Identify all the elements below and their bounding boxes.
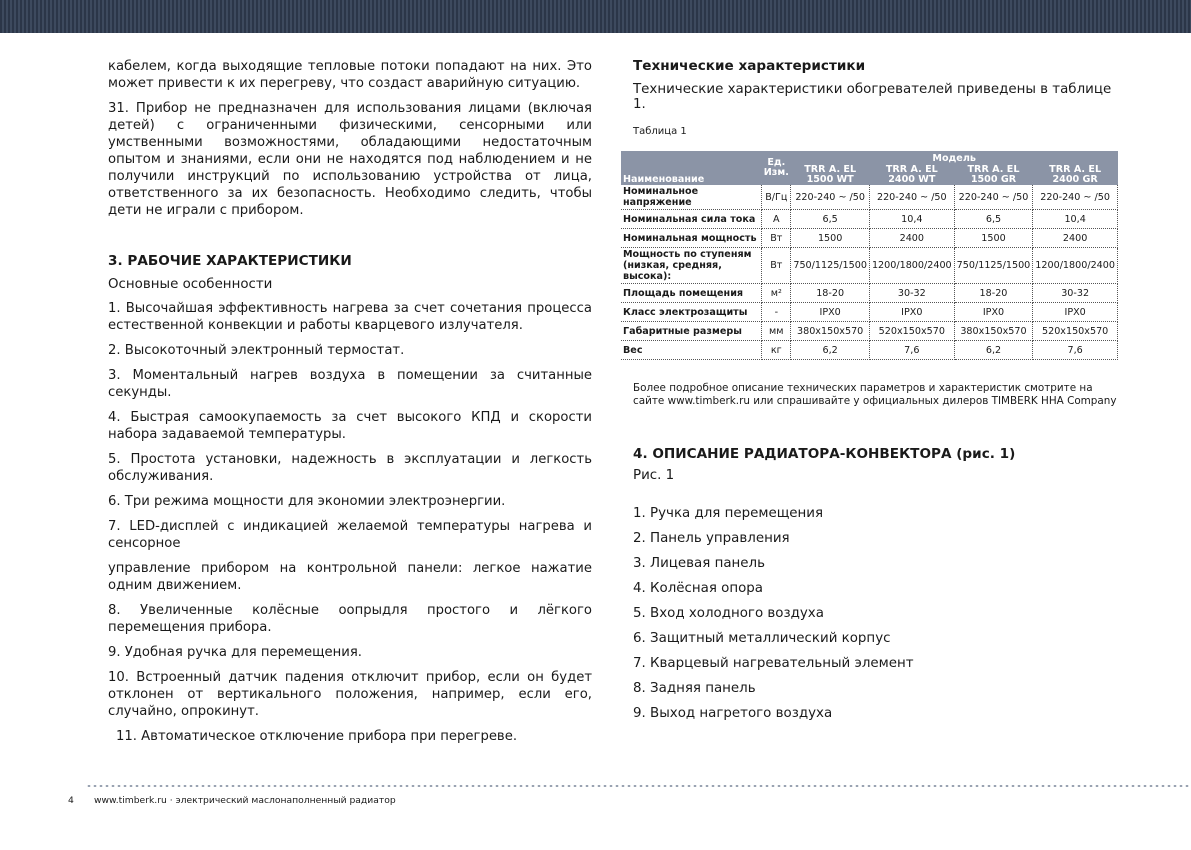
feature-item: 10. Встроенный датчик падения отключит прибор, если он будет отклонен от вертикального положения, например, если его, случайно, опрокинут.: [108, 670, 592, 719]
header-model: TRR A. EL 1500 WT: [791, 165, 870, 185]
cell: 18-20: [791, 284, 870, 303]
row-unit: мм: [762, 322, 791, 341]
row-name: Вес: [621, 341, 762, 360]
cell: 220-240 ~ /50: [1033, 185, 1118, 210]
list-item: 6. Защитный металлический корпус: [633, 631, 891, 646]
row-unit: кг: [762, 341, 791, 360]
cell: 220-240 ~ /50: [869, 185, 954, 210]
cell: IPX0: [869, 303, 954, 322]
row-unit: В/Гц: [762, 185, 791, 210]
table-row: [621, 210, 1118, 229]
feature-item: 4. Быстрая самоокупаемость за счет высокого КПД и скорости набора задаваемой температуры.: [108, 410, 592, 442]
details-note: Более подробное описание технических параметров и характеристик смотрите на сайте www.timberk.ru или спрашивайте у официальных дилеров TIMBERK HHA Company: [633, 382, 1117, 407]
cell: 30-32: [1033, 284, 1118, 303]
cell: 7,6: [1033, 341, 1118, 360]
cell: 10,4: [869, 210, 954, 229]
row-name: Мощность по ступеням (низкая, средняя, высока):: [621, 248, 762, 284]
row-unit: Вт: [762, 248, 791, 284]
cell: 220-240 ~ /50: [791, 185, 870, 210]
header-unit: Ед. Изм.: [762, 151, 791, 185]
list-item: 4. Колёсная опора: [633, 581, 764, 596]
cell: 1500: [791, 229, 870, 248]
left-column: [108, 58, 592, 753]
header-bar: [0, 0, 1191, 33]
row-unit: Вт: [762, 229, 791, 248]
feature-item: 7. LED-дисплей с индикацией желаемой температуры нагрева и сенсорное: [108, 519, 592, 551]
row-unit: -: [762, 303, 791, 322]
feature-item: 8. Увеличенные колёсные оопрыдля простого и лёгкого перемещения прибора.: [108, 603, 592, 635]
paragraph-cable-warning: кабелем, когда выходящие тепловые потоки попадают на них. Это может привести к их перегреву, что создаст аварийную ситуацию.: [108, 59, 592, 91]
feature-item: 2. Высокоточный электронный термостат.: [108, 343, 405, 358]
table-row: [621, 185, 1118, 210]
header-name: Наименование: [621, 151, 762, 185]
section-3-title: 3. РАБОЧИЕ ХАРАКТЕРИСТИКИ: [108, 253, 352, 269]
table-row: [621, 322, 1118, 341]
tech-specs-title: Технические характеристики: [633, 58, 866, 74]
paragraph-item-31: 31. Прибор не предназначен для использования лицами (включая детей) с ограниченными физическими, сенсорными или умственными возможностями, обладающими недостаточным опытом и знаниями, если они не находятся под наблюдением и не получили инструкций по использованию устройства от лица, ответственного за их безопасность. Необходимо следить, чтобы дети не играли с прибором.: [108, 101, 592, 218]
feature-item: 6. Три режима мощности для экономии электроэнергии.: [108, 494, 506, 509]
cell: 2400: [869, 229, 954, 248]
section-4-title: 4. ОПИСАНИЕ РАДИАТОРА-КОНВЕКТОРА (рис. 1): [633, 446, 1016, 462]
cell: 10,4: [1033, 210, 1118, 229]
row-name: Номинальная мощность: [621, 229, 762, 248]
row-unit: А: [762, 210, 791, 229]
cell: 520x150x570: [869, 322, 954, 341]
cell: 380x150x570: [791, 322, 870, 341]
feature-item: 11. Автоматическое отключение прибора при перегреве.: [116, 729, 518, 744]
table-row: [621, 341, 1118, 360]
cell: 6,2: [791, 341, 870, 360]
cell: 6,2: [954, 341, 1033, 360]
row-unit: м²: [762, 284, 791, 303]
footer-divider: [86, 785, 1191, 787]
list-item: 8. Задняя панель: [633, 681, 756, 696]
figure-label: Рис. 1: [633, 468, 675, 483]
cell: 30-32: [869, 284, 954, 303]
table-caption: Таблица 1: [633, 126, 687, 137]
feature-item: 3. Моментальный нагрев воздуха в помещении за считанные секунды.: [108, 368, 592, 400]
cell: IPX0: [1033, 303, 1118, 322]
cell: 750/1125/1500: [954, 248, 1033, 284]
page-number: 4: [68, 795, 74, 806]
cell: 520x150x570: [1033, 322, 1118, 341]
row-name: Номинальная сила тока: [621, 210, 762, 229]
table-row: [621, 303, 1118, 322]
header-model: TRR A. EL 2400 WT: [869, 165, 954, 185]
cell: 220-240 ~ /50: [954, 185, 1033, 210]
cell: 750/1125/1500: [791, 248, 870, 284]
cell: 18-20: [954, 284, 1033, 303]
tech-specs-intro: Технические характеристики обогревателей приведены в таблице 1.: [633, 82, 1112, 112]
table-row: [621, 248, 1118, 284]
cell: 1200/1800/2400: [1033, 248, 1118, 284]
table-row: [621, 284, 1118, 303]
list-item: 2. Панель управления: [633, 531, 790, 546]
right-column: [623, 58, 1119, 730]
feature-item: 1. Высочайшая эффективность нагрева за счет сочетания процесса естественной конвекции и работы кварцевого излучателя.: [108, 301, 592, 333]
header-model: TRR A. EL 1500 GR: [954, 165, 1033, 185]
cell: IPX0: [791, 303, 870, 322]
cell: 380x150x570: [954, 322, 1033, 341]
features-subtitle: Основные особенности: [108, 277, 273, 292]
row-name: Класс электрозащиты: [621, 303, 762, 322]
cell: 6,5: [791, 210, 870, 229]
header-model-group: Модель: [791, 151, 1118, 165]
table-row: [621, 229, 1118, 248]
row-name: Площадь помещения: [621, 284, 762, 303]
cell: 1500: [954, 229, 1033, 248]
cell: 1200/1800/2400: [869, 248, 954, 284]
feature-item: управление прибором на контрольной панели: легкое нажатие одним движением.: [108, 561, 592, 593]
cell: 6,5: [954, 210, 1033, 229]
parts-list: [633, 505, 1119, 722]
footer-text: www.timberk.ru · электрический маслонаполненный радиатор: [94, 795, 396, 806]
list-item: 3. Лицевая панель: [633, 556, 765, 571]
spec-table: [621, 151, 1118, 360]
list-item: 5. Вход холодного воздуха: [633, 606, 824, 621]
list-item: 9. Выход нагретого воздуха: [633, 706, 833, 721]
row-name: Номинальное напряжение: [621, 185, 762, 210]
header-model: TRR A. EL 2400 GR: [1033, 165, 1118, 185]
list-item: 1. Ручка для перемещения: [633, 506, 824, 521]
cell: 2400: [1033, 229, 1118, 248]
feature-item: 9. Удобная ручка для перемещения.: [108, 645, 362, 660]
cell: IPX0: [954, 303, 1033, 322]
list-item: 7. Кварцевый нагревательный элемент: [633, 656, 914, 671]
row-name: Габаритные размеры: [621, 322, 762, 341]
feature-item: 5. Простота установки, надежность в эксплуатации и легкость обслуживания.: [108, 452, 592, 484]
cell: 7,6: [869, 341, 954, 360]
